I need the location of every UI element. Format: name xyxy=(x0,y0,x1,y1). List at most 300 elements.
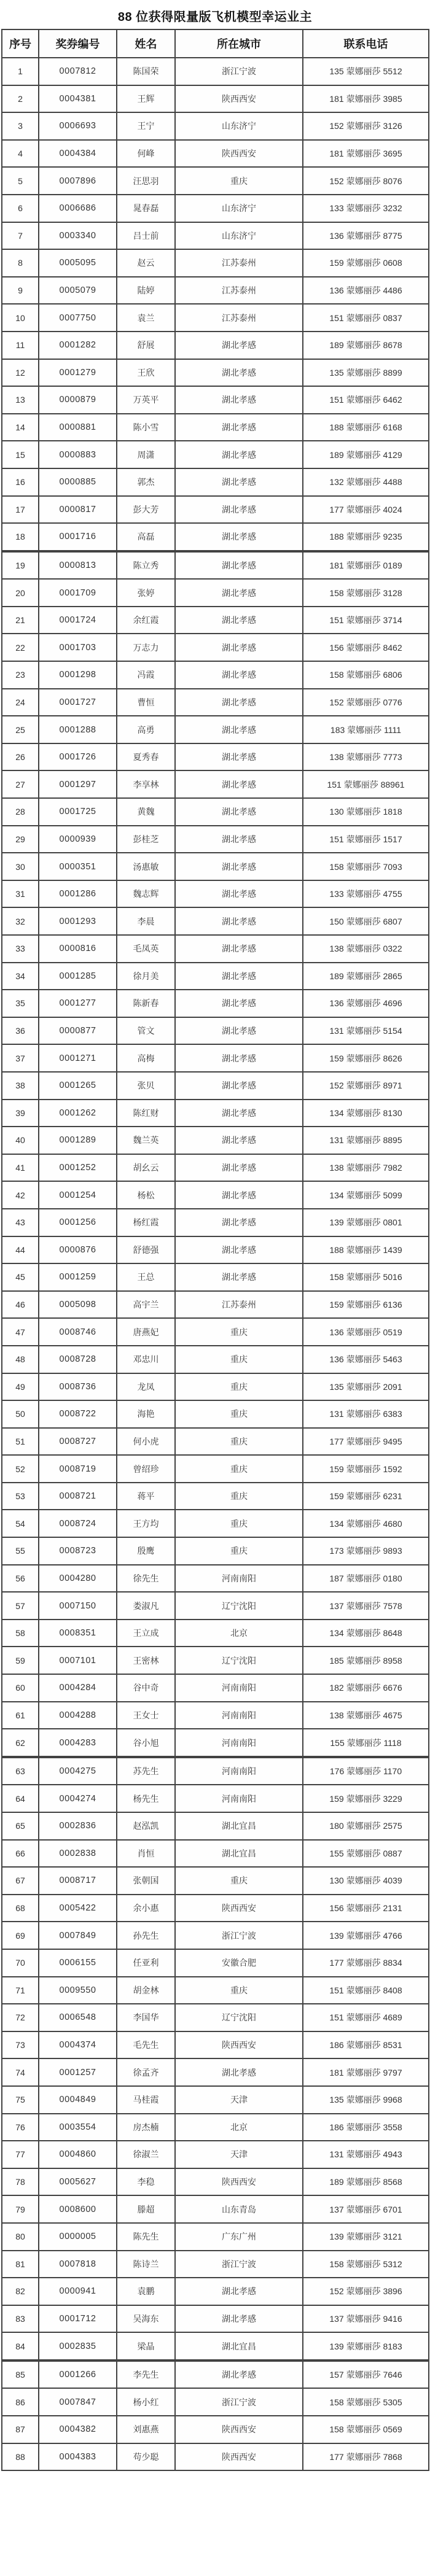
city-cell: 湖北孝感 xyxy=(175,1017,303,1045)
serial-cell: 60 xyxy=(2,1674,39,1702)
ticket-number-cell: 0005627 xyxy=(39,2168,117,2196)
phone-cell: 132 蒙娜丽莎 4488 xyxy=(303,468,429,496)
serial-cell: 3 xyxy=(2,112,39,140)
phone-cell: 152 蒙娜丽莎 3896 xyxy=(303,2278,429,2305)
table-row xyxy=(2,743,429,771)
serial-cell: 54 xyxy=(2,1510,39,1537)
name-cell: 赵泓凯 xyxy=(117,1812,175,1840)
table-row xyxy=(2,1565,429,1593)
city-cell: 湖北孝感 xyxy=(175,2058,303,2086)
name-cell: 李稳 xyxy=(117,2168,175,2196)
serial-cell: 58 xyxy=(2,1620,39,1647)
table-row xyxy=(2,1537,429,1565)
ticket-number-cell: 0000813 xyxy=(39,551,117,580)
city-cell: 重庆 xyxy=(175,167,303,195)
serial-cell: 67 xyxy=(2,1867,39,1895)
table-row xyxy=(2,2443,429,2471)
name-cell: 肖恒 xyxy=(117,1840,175,1868)
city-cell: 重庆 xyxy=(175,1977,303,2004)
ticket-number-cell: 0001271 xyxy=(39,1044,117,1072)
serial-cell: 9 xyxy=(2,277,39,305)
table-row xyxy=(2,826,429,853)
ticket-number-cell: 0004283 xyxy=(39,1729,117,1757)
table-row xyxy=(2,523,429,551)
table-row xyxy=(2,963,429,990)
city-cell: 重庆 xyxy=(175,1510,303,1537)
table-row xyxy=(2,1757,429,1785)
ticket-number-cell: 0008722 xyxy=(39,1400,117,1428)
city-cell: 湖北孝感 xyxy=(175,607,303,634)
serial-cell: 18 xyxy=(2,523,39,551)
city-cell: 湖北孝感 xyxy=(175,551,303,580)
table-row xyxy=(2,1072,429,1100)
table-row xyxy=(2,195,429,222)
phone-cell: 134 蒙娜丽莎 8648 xyxy=(303,1620,429,1647)
city-cell: 湖北孝感 xyxy=(175,826,303,853)
city-cell: 河南南阳 xyxy=(175,1674,303,1702)
phone-cell: 159 蒙娜丽莎 3229 xyxy=(303,1785,429,1812)
name-cell: 李先生 xyxy=(117,2361,175,2389)
col-header-name: 姓名 xyxy=(117,29,175,58)
city-cell: 浙江宁波 xyxy=(175,2251,303,2278)
city-cell: 陕西西安 xyxy=(175,140,303,168)
city-cell: 重庆 xyxy=(175,1483,303,1510)
phone-cell: 158 蒙娜丽莎 3128 xyxy=(303,579,429,607)
city-cell: 湖北孝感 xyxy=(175,1127,303,1154)
table-row xyxy=(2,359,429,387)
phone-cell: 151 蒙娜丽莎 1517 xyxy=(303,826,429,853)
name-cell: 杨先生 xyxy=(117,1785,175,1812)
table-row xyxy=(2,1100,429,1127)
ticket-number-cell: 0007150 xyxy=(39,1592,117,1620)
phone-cell: 181 蒙娜丽莎 3695 xyxy=(303,140,429,168)
city-cell: 河南南阳 xyxy=(175,1565,303,1593)
city-cell: 湖北孝感 xyxy=(175,963,303,990)
phone-cell: 155 蒙娜丽莎 1118 xyxy=(303,1729,429,1757)
serial-cell: 1 xyxy=(2,58,39,85)
city-cell: 湖北孝感 xyxy=(175,743,303,771)
name-cell: 王密林 xyxy=(117,1647,175,1674)
city-cell: 湖北孝感 xyxy=(175,1209,303,1236)
city-cell: 重庆 xyxy=(175,1400,303,1428)
table-row xyxy=(2,2388,429,2416)
phone-cell: 139 蒙娜丽莎 4766 xyxy=(303,1922,429,1949)
table-row xyxy=(2,1867,429,1895)
ticket-number-cell: 0001724 xyxy=(39,607,117,634)
ticket-number-cell: 0006693 xyxy=(39,112,117,140)
table-row xyxy=(2,2168,429,2196)
ticket-number-cell: 0005422 xyxy=(39,1895,117,1922)
phone-cell: 177 蒙娜丽莎 4024 xyxy=(303,496,429,524)
phone-cell: 131 蒙娜丽莎 6383 xyxy=(303,1400,429,1428)
ticket-number-cell: 0004860 xyxy=(39,2141,117,2168)
city-cell: 陕西西安 xyxy=(175,2416,303,2443)
table-row xyxy=(2,1181,429,1209)
name-cell: 张婷 xyxy=(117,579,175,607)
table-row xyxy=(2,551,429,580)
ticket-number-cell: 0008717 xyxy=(39,1867,117,1895)
city-cell: 重庆 xyxy=(175,1537,303,1565)
table-row xyxy=(2,85,429,113)
table-row xyxy=(2,2332,429,2361)
phone-cell: 183 蒙娜丽莎 1111 xyxy=(303,716,429,743)
name-cell: 郭杰 xyxy=(117,468,175,496)
serial-cell: 29 xyxy=(2,826,39,853)
phone-cell: 181 蒙娜丽莎 9797 xyxy=(303,2058,429,2086)
phone-cell: 133 蒙娜丽莎 3232 xyxy=(303,195,429,222)
name-cell: 王欣 xyxy=(117,359,175,387)
city-cell: 湖北孝感 xyxy=(175,661,303,689)
name-cell: 汤惠敏 xyxy=(117,853,175,880)
ticket-number-cell: 0000885 xyxy=(39,468,117,496)
phone-cell: 151 蒙娜丽莎 0837 xyxy=(303,304,429,332)
phone-cell: 136 蒙娜丽莎 8775 xyxy=(303,222,429,250)
city-cell: 湖北孝感 xyxy=(175,2361,303,2389)
phone-cell: 139 蒙娜丽莎 8183 xyxy=(303,2332,429,2361)
serial-cell: 48 xyxy=(2,1346,39,1373)
table-row xyxy=(2,661,429,689)
name-cell: 陈先生 xyxy=(117,2223,175,2251)
name-cell: 孙先生 xyxy=(117,1922,175,1949)
table-row xyxy=(2,332,429,359)
table-row xyxy=(2,386,429,414)
city-cell: 湖北孝感 xyxy=(175,907,303,935)
phone-cell: 134 蒙娜丽莎 8130 xyxy=(303,1100,429,1127)
table-row xyxy=(2,2058,429,2086)
serial-cell: 8 xyxy=(2,249,39,277)
ticket-number-cell: 0001252 xyxy=(39,1154,117,1182)
table-row xyxy=(2,1346,429,1373)
table-row xyxy=(2,1127,429,1154)
name-cell: 杨小红 xyxy=(117,2388,175,2416)
name-cell: 陈红财 xyxy=(117,1100,175,1127)
phone-cell: 150 蒙娜丽莎 6807 xyxy=(303,907,429,935)
phone-cell: 159 蒙娜丽莎 0608 xyxy=(303,249,429,277)
serial-cell: 82 xyxy=(2,2278,39,2305)
table-row xyxy=(2,990,429,1017)
city-cell: 湖北孝感 xyxy=(175,2305,303,2333)
table-row xyxy=(2,1647,429,1674)
name-cell: 冯霞 xyxy=(117,661,175,689)
serial-cell: 21 xyxy=(2,607,39,634)
ticket-number-cell: 0001288 xyxy=(39,716,117,743)
serial-cell: 47 xyxy=(2,1318,39,1346)
phone-cell: 152 蒙娜丽莎 3126 xyxy=(303,112,429,140)
ticket-number-cell: 0000877 xyxy=(39,1017,117,1045)
table-row xyxy=(2,907,429,935)
phone-cell: 159 蒙娜丽莎 6136 xyxy=(303,1291,429,1319)
city-cell: 湖北孝感 xyxy=(175,523,303,551)
serial-cell: 30 xyxy=(2,853,39,880)
city-cell: 广东广州 xyxy=(175,2223,303,2251)
phone-cell: 156 蒙娜丽莎 8462 xyxy=(303,634,429,661)
table-row xyxy=(2,1949,429,1977)
table-row xyxy=(2,2031,429,2059)
city-cell: 湖北孝感 xyxy=(175,798,303,826)
serial-cell: 13 xyxy=(2,386,39,414)
table-row xyxy=(2,770,429,798)
city-cell: 湖北孝感 xyxy=(175,496,303,524)
name-cell: 袁兰 xyxy=(117,304,175,332)
serial-cell: 23 xyxy=(2,661,39,689)
phone-cell: 135 蒙娜丽莎 5512 xyxy=(303,58,429,85)
name-cell: 何峰 xyxy=(117,140,175,168)
ticket-number-cell: 0004381 xyxy=(39,85,117,113)
serial-cell: 39 xyxy=(2,1100,39,1127)
ticket-number-cell: 0005079 xyxy=(39,277,117,305)
table-row xyxy=(2,1592,429,1620)
table-row xyxy=(2,1428,429,1456)
city-cell: 山东济宁 xyxy=(175,222,303,250)
name-cell: 魏志辉 xyxy=(117,880,175,908)
serial-cell: 69 xyxy=(2,1922,39,1949)
ticket-number-cell: 0008600 xyxy=(39,2195,117,2223)
name-cell: 蒋平 xyxy=(117,1483,175,1510)
ticket-number-cell: 0001703 xyxy=(39,634,117,661)
city-cell: 湖北孝感 xyxy=(175,441,303,468)
name-cell: 李国华 xyxy=(117,2004,175,2031)
phone-cell: 158 蒙娜丽莎 0569 xyxy=(303,2416,429,2443)
name-cell: 徐月美 xyxy=(117,963,175,990)
name-cell: 高勇 xyxy=(117,716,175,743)
phone-cell: 135 蒙娜丽莎 9968 xyxy=(303,2086,429,2114)
phone-cell: 152 蒙娜丽莎 0776 xyxy=(303,689,429,716)
table-row xyxy=(2,496,429,524)
col-header-phone: 联系电话 xyxy=(303,29,429,58)
col-header-city: 所在城市 xyxy=(175,29,303,58)
ticket-number-cell: 0001279 xyxy=(39,359,117,387)
ticket-number-cell: 0002835 xyxy=(39,2332,117,2361)
name-cell: 杨松 xyxy=(117,1181,175,1209)
table-row xyxy=(2,2223,429,2251)
name-cell: 高磊 xyxy=(117,523,175,551)
name-cell: 苟少聪 xyxy=(117,2443,175,2471)
ticket-number-cell: 0001254 xyxy=(39,1181,117,1209)
city-cell: 安徽合肥 xyxy=(175,1949,303,1977)
phone-cell: 135 蒙娜丽莎 8899 xyxy=(303,359,429,387)
phone-cell: 138 蒙娜丽莎 7773 xyxy=(303,743,429,771)
serial-cell: 27 xyxy=(2,770,39,798)
name-cell: 夏秀春 xyxy=(117,743,175,771)
phone-cell: 173 蒙娜丽莎 9893 xyxy=(303,1537,429,1565)
ticket-number-cell: 0000881 xyxy=(39,414,117,441)
ticket-number-cell: 0004382 xyxy=(39,2416,117,2443)
ticket-number-cell: 0007896 xyxy=(39,167,117,195)
phone-cell: 189 蒙娜丽莎 8678 xyxy=(303,332,429,359)
table-row xyxy=(2,1154,429,1182)
city-cell: 湖北孝感 xyxy=(175,716,303,743)
name-cell: 万志力 xyxy=(117,634,175,661)
ticket-number-cell: 0006686 xyxy=(39,195,117,222)
ticket-number-cell: 0001285 xyxy=(39,963,117,990)
ticket-number-cell: 0000817 xyxy=(39,496,117,524)
ticket-number-cell: 0004849 xyxy=(39,2086,117,2114)
phone-cell: 151 蒙娜丽莎 3714 xyxy=(303,607,429,634)
name-cell: 刘惠燕 xyxy=(117,2416,175,2443)
table-row xyxy=(2,1017,429,1045)
name-cell: 舒德强 xyxy=(117,1236,175,1264)
serial-cell: 41 xyxy=(2,1154,39,1182)
table-body xyxy=(2,58,429,2470)
serial-cell: 56 xyxy=(2,1565,39,1593)
ticket-number-cell: 0000939 xyxy=(39,826,117,853)
serial-cell: 85 xyxy=(2,2361,39,2389)
serial-cell: 55 xyxy=(2,1537,39,1565)
table-row xyxy=(2,222,429,250)
table-row xyxy=(2,468,429,496)
table-row xyxy=(2,140,429,168)
phone-cell: 131 蒙娜丽莎 5154 xyxy=(303,1017,429,1045)
name-cell: 曾绍珍 xyxy=(117,1455,175,1483)
table-row xyxy=(2,1236,429,1264)
winners-table xyxy=(1,29,429,2471)
phone-cell: 157 蒙娜丽莎 7646 xyxy=(303,2361,429,2389)
serial-cell: 87 xyxy=(2,2416,39,2443)
serial-cell: 37 xyxy=(2,1044,39,1072)
city-cell: 湖北孝感 xyxy=(175,579,303,607)
name-cell: 谷中奇 xyxy=(117,1674,175,1702)
name-cell: 彭桂芝 xyxy=(117,826,175,853)
phone-cell: 133 蒙娜丽莎 4755 xyxy=(303,880,429,908)
name-cell: 陆婷 xyxy=(117,277,175,305)
name-cell: 唐燕妃 xyxy=(117,1318,175,1346)
phone-cell: 134 蒙娜丽莎 4680 xyxy=(303,1510,429,1537)
ticket-number-cell: 0008724 xyxy=(39,1510,117,1537)
table-row xyxy=(2,304,429,332)
ticket-number-cell: 0001716 xyxy=(39,523,117,551)
city-cell: 湖北孝感 xyxy=(175,2278,303,2305)
city-cell: 重庆 xyxy=(175,1455,303,1483)
serial-cell: 10 xyxy=(2,304,39,332)
city-cell: 江苏泰州 xyxy=(175,304,303,332)
col-header-serial: 序号 xyxy=(2,29,39,58)
ticket-number-cell: 0001277 xyxy=(39,990,117,1017)
phone-cell: 176 蒙娜丽莎 1170 xyxy=(303,1757,429,1785)
ticket-number-cell: 0008736 xyxy=(39,1373,117,1401)
phone-cell: 131 蒙娜丽莎 4943 xyxy=(303,2141,429,2168)
city-cell: 浙江宁波 xyxy=(175,1922,303,1949)
ticket-number-cell: 0001289 xyxy=(39,1127,117,1154)
serial-cell: 26 xyxy=(2,743,39,771)
phone-cell: 138 蒙娜丽莎 7982 xyxy=(303,1154,429,1182)
ticket-number-cell: 0004384 xyxy=(39,140,117,168)
ticket-number-cell: 0000879 xyxy=(39,386,117,414)
ticket-number-cell: 0001262 xyxy=(39,1100,117,1127)
city-cell: 山东济宁 xyxy=(175,112,303,140)
serial-cell: 45 xyxy=(2,1263,39,1291)
city-cell: 湖北孝感 xyxy=(175,634,303,661)
table-row xyxy=(2,414,429,441)
name-cell: 张朝国 xyxy=(117,1867,175,1895)
serial-cell: 62 xyxy=(2,1729,39,1757)
table-row xyxy=(2,2195,429,2223)
name-cell: 苏先生 xyxy=(117,1757,175,1785)
name-cell: 魏兰英 xyxy=(117,1127,175,1154)
city-cell: 湖北孝感 xyxy=(175,468,303,496)
serial-cell: 84 xyxy=(2,2332,39,2361)
phone-cell: 182 蒙娜丽莎 6676 xyxy=(303,1674,429,1702)
serial-cell: 70 xyxy=(2,1949,39,1977)
ticket-number-cell: 0000941 xyxy=(39,2278,117,2305)
city-cell: 重庆 xyxy=(175,1373,303,1401)
name-cell: 高宇兰 xyxy=(117,1291,175,1319)
name-cell: 徐孟齐 xyxy=(117,2058,175,2086)
name-cell: 陈诗兰 xyxy=(117,2251,175,2278)
city-cell: 湖北孝感 xyxy=(175,990,303,1017)
city-cell: 辽宁沈阳 xyxy=(175,1592,303,1620)
phone-cell: 159 蒙娜丽莎 8626 xyxy=(303,1044,429,1072)
table-row xyxy=(2,2278,429,2305)
serial-cell: 11 xyxy=(2,332,39,359)
name-cell: 管文 xyxy=(117,1017,175,1045)
city-cell: 山东济宁 xyxy=(175,195,303,222)
phone-cell: 185 蒙娜丽莎 8958 xyxy=(303,1647,429,1674)
serial-cell: 63 xyxy=(2,1757,39,1785)
serial-cell: 28 xyxy=(2,798,39,826)
table-row xyxy=(2,1895,429,1922)
ticket-number-cell: 0004284 xyxy=(39,1674,117,1702)
ticket-number-cell: 0004274 xyxy=(39,1785,117,1812)
city-cell: 陕西西安 xyxy=(175,85,303,113)
name-cell: 高梅 xyxy=(117,1044,175,1072)
city-cell: 陕西西安 xyxy=(175,2443,303,2471)
table-row xyxy=(2,1373,429,1401)
city-cell: 湖北孝感 xyxy=(175,1181,303,1209)
name-cell: 万英平 xyxy=(117,386,175,414)
phone-cell: 152 蒙娜丽莎 8971 xyxy=(303,1072,429,1100)
serial-cell: 40 xyxy=(2,1127,39,1154)
phone-cell: 186 蒙娜丽莎 8531 xyxy=(303,2031,429,2059)
ticket-number-cell: 0008351 xyxy=(39,1620,117,1647)
ticket-number-cell: 0006155 xyxy=(39,1949,117,1977)
city-cell: 辽宁沈阳 xyxy=(175,1647,303,1674)
name-cell: 陈小雪 xyxy=(117,414,175,441)
name-cell: 毛先生 xyxy=(117,2031,175,2059)
phone-cell: 159 蒙娜丽莎 6231 xyxy=(303,1483,429,1510)
table-row xyxy=(2,579,429,607)
table-row xyxy=(2,689,429,716)
city-cell: 辽宁沈阳 xyxy=(175,2004,303,2031)
phone-cell: 130 蒙娜丽莎 1818 xyxy=(303,798,429,826)
serial-cell: 33 xyxy=(2,935,39,963)
name-cell: 李享林 xyxy=(117,770,175,798)
table-row xyxy=(2,1291,429,1319)
table-row xyxy=(2,1400,429,1428)
name-cell: 娄淑凡 xyxy=(117,1592,175,1620)
ticket-number-cell: 0005095 xyxy=(39,249,117,277)
name-cell: 汪思羽 xyxy=(117,167,175,195)
serial-cell: 17 xyxy=(2,496,39,524)
name-cell: 周潇 xyxy=(117,441,175,468)
name-cell: 吴海东 xyxy=(117,2305,175,2333)
phone-cell: 181 蒙娜丽莎 3985 xyxy=(303,85,429,113)
name-cell: 陈新春 xyxy=(117,990,175,1017)
city-cell: 河南南阳 xyxy=(175,1729,303,1757)
city-cell: 江苏泰州 xyxy=(175,277,303,305)
city-cell: 湖北孝感 xyxy=(175,770,303,798)
serial-cell: 4 xyxy=(2,140,39,168)
name-cell: 杨红霞 xyxy=(117,1209,175,1236)
ticket-number-cell: 0006548 xyxy=(39,2004,117,2031)
table-row xyxy=(2,2251,429,2278)
table-row xyxy=(2,634,429,661)
ticket-number-cell: 0007847 xyxy=(39,2388,117,2416)
table-row xyxy=(2,2086,429,2114)
phone-cell: 137 蒙娜丽莎 6701 xyxy=(303,2195,429,2223)
serial-cell: 16 xyxy=(2,468,39,496)
ticket-number-cell: 0008727 xyxy=(39,1428,117,1456)
phone-cell: 151 蒙娜丽莎 4689 xyxy=(303,2004,429,2031)
